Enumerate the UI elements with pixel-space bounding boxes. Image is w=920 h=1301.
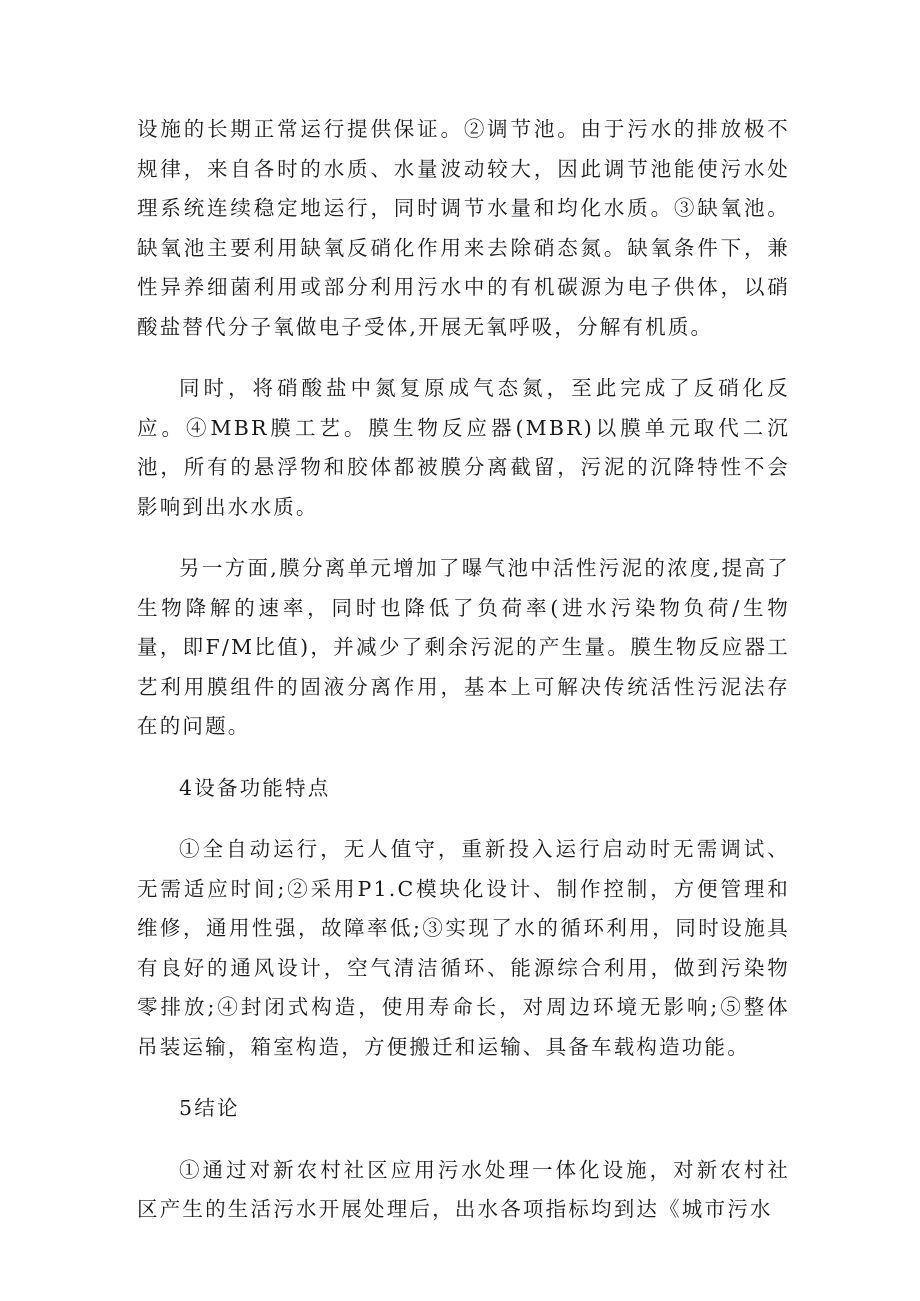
paragraph-conclusion: ①通过对新农村社区应用污水处理一体化设施，对新农村社区产生的生活污水开展处理后，出水各项指标均到达《城市污水 [137,1157,790,1221]
paragraph-equipment-features: ①全自动运行，无人值守，重新投入运行启动时无需调试、无需适应时间;②采用P1.C模块化设计、制作控制，方便管理和维修，通用性强，故障率低;③实现了水的循环利用，同时设施具有良好的通风设计，空气清洁循环、能源综合利用，做到污染物零排放;④封闭式构造，使用寿命长，对周边环境无影响;⑤整体吊装运输，箱室构造，方便搬迁和运输、具备车载构造功能。 [137,837,790,1059]
paragraph-mbr-advantages: 另一方面,膜分离单元增加了曝气池中活性污泥的浓度,提高了生物降解的速率，同时也降低了负荷率(进水污染物负荷/生物量，即F/M比值)，并减少了剩余污泥的产生量。膜生物反应器工艺利用膜组件的固液分离作用，基本上可解决传统活性污泥法存在的问题。 [137,556,790,738]
paragraph-denitrification: 同时，将硝酸盐中氮复原成气态氮，至此完成了反硝化反应。④MBR膜工艺。膜生物反应器(MBR)以膜单元取代二沉池，所有的悬浮物和胶体都被膜分离截留，污泥的沉降特性不会影响到出水水质。 [137,376,790,519]
paragraph-continuation: 设施的长期正常运行提供保证。②调节池。由于污水的排放极不规律，来自各时的水质、水量波动较大，因此调节池能使污水处理系统连续稳定地运行，同时调节水量和均化水质。③缺氧池。缺氧池主要利用缺氧反硝化作用来去除硝态氮。缺氧条件下，兼性异养细菌利用或部分利用污水中的有机碳源为电子供体，以硝酸盐替代分子氧做电子受体,开展无氧呼吸，分解有机质。 [137,117,790,339]
section-heading-equipment-features: 4设备功能特点 [179,775,331,800]
section-heading-conclusion: 5结论 [179,1096,240,1120]
